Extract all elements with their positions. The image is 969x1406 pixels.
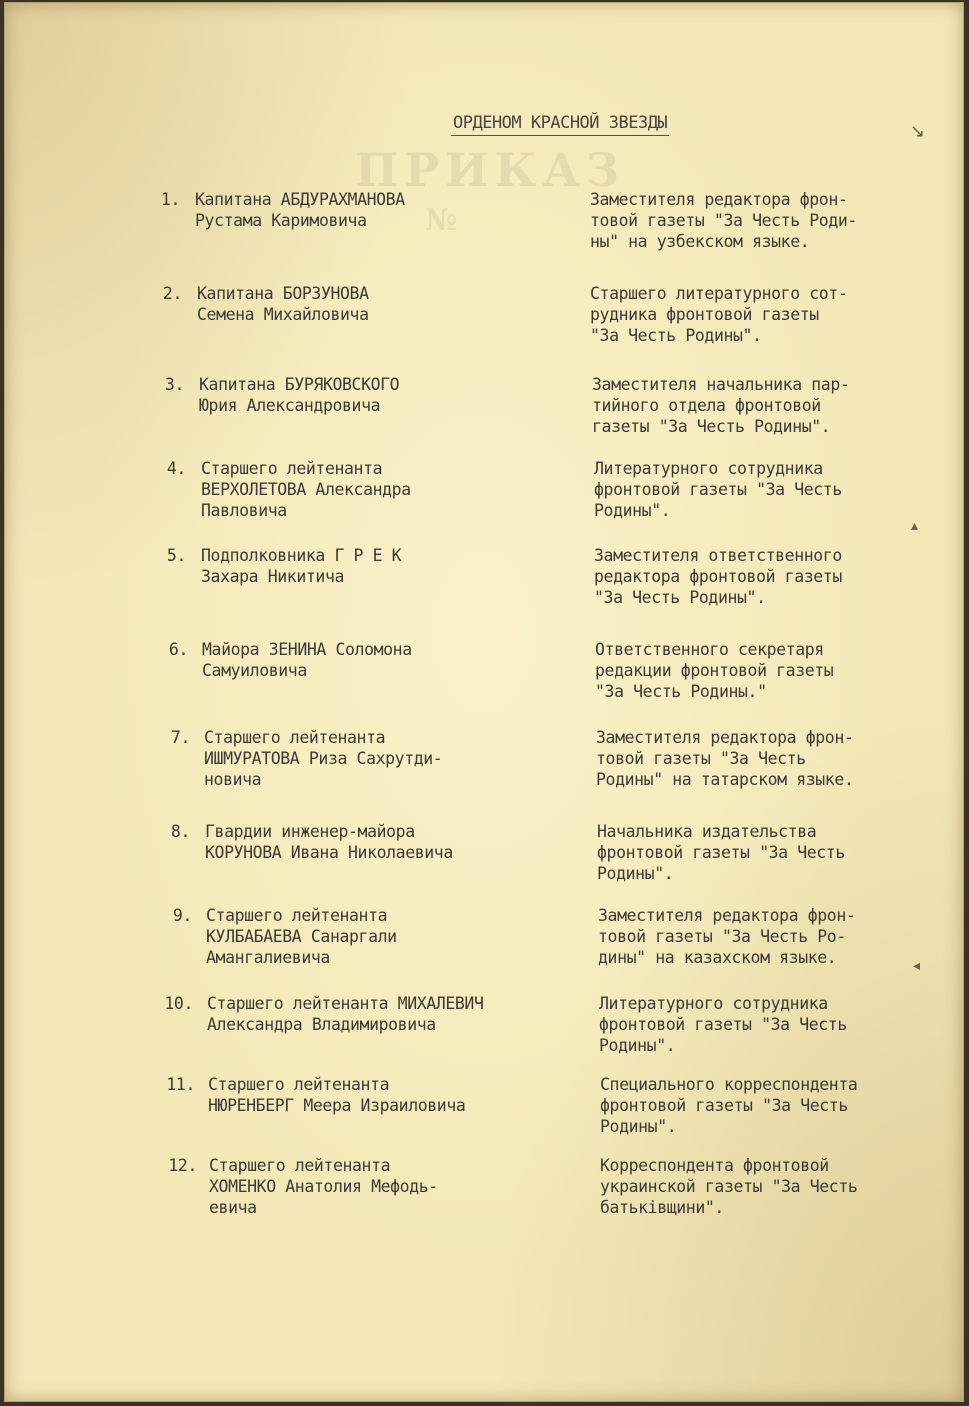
entry-name: Старшего лейтенанта ИШМУРАТОВА Риза Сахрутди- новича bbox=[204, 728, 443, 789]
pencil-mark: ▴ bbox=[911, 518, 919, 534]
entry-position: Заместителя начальника пар- тийного отдела фронтовой газеты "За Честь Родины". bbox=[592, 375, 850, 436]
entry-position: Литературного сотрудника фронтовой газеты "За Честь Родины". bbox=[594, 459, 842, 520]
entry-name: Старшего лейтенанта ХОМЕНКО Анатолия Мефодь- евича bbox=[209, 1156, 438, 1217]
pencil-mark: ◂ bbox=[913, 958, 921, 974]
entry-position: Заместителя ответственного редактора фронтовой газеты "За Честь Родины". bbox=[594, 546, 842, 607]
entry-number: 1. bbox=[160, 190, 180, 209]
entry-position: Заместителя редактора фрон- товой газеты "За Честь Ро- дины" на казахском языке. bbox=[598, 906, 856, 967]
entry-position: Корреспондента фронтовой украинской газеты "За Честь батьківщини". bbox=[600, 1156, 858, 1217]
entry-number: 5. bbox=[166, 546, 186, 565]
entry-name: Гвардии инженер-майора КОРУНОВА Ивана Николаевича bbox=[205, 822, 453, 862]
entry-number: 3. bbox=[164, 375, 184, 394]
bleed-through-stamp-line: № bbox=[425, 203, 464, 238]
entry-number: 2. bbox=[162, 284, 182, 303]
entry-name: Капитана БОРЗУНОВА Семена Михайловича bbox=[197, 284, 369, 324]
entry-name: Старшего лейтенанта ВЕРХОЛЕТОВА Александра Павловича bbox=[201, 459, 411, 520]
document-page bbox=[4, 2, 964, 1402]
entry-position: Ответственного секретаря редакции фронтовой газеты "За Честь Родины." bbox=[595, 640, 834, 701]
pencil-mark: ↘ bbox=[910, 121, 926, 142]
entry-number: 7. bbox=[170, 728, 190, 747]
bleed-through-stamp: ПРИКАЗ bbox=[355, 143, 625, 197]
entry-position: Начальника издательства фронтовой газеты "За Честь Родины". bbox=[597, 822, 845, 883]
entry-number: 11. bbox=[166, 1075, 195, 1094]
entry-number: 9. bbox=[172, 906, 192, 925]
entry-position: Заместителя редактора фрон- товой газеты "За Честь Роди- ны" на узбекском языке. bbox=[590, 190, 857, 251]
entry-position: Литературного сотрудника фронтовой газеты "За Честь Родины". bbox=[599, 994, 847, 1055]
entry-position: Специального корреспондента фронтовой газеты "За Честь Родины". bbox=[600, 1075, 858, 1136]
entry-position: Заместителя редактора фрон- товой газеты "За Честь Родины" на татарском языке. bbox=[596, 728, 854, 789]
entry-name: Старшего лейтенанта МИХАЛЕВИЧ Александра Владимировича bbox=[207, 994, 484, 1034]
entry-number: 6. bbox=[168, 640, 188, 659]
entry-name: Капитана АБДУРАХМАНОВА Рустама Каримовича bbox=[195, 190, 405, 230]
entry-number: 10. bbox=[164, 994, 193, 1013]
entry-number: 12. bbox=[168, 1156, 197, 1175]
entry-number: 4. bbox=[166, 459, 186, 478]
entry-name: Капитана БУРЯКОВСКОГО Юрия Александровича bbox=[199, 375, 400, 415]
entry-name: Подполковника Г Р Е К Захара Никитича bbox=[201, 546, 402, 586]
award-heading: ОРДЕНОМ КРАСНОЙ ЗВЕЗДЫ bbox=[451, 113, 669, 136]
entry-name: Старшего лейтенанта НЮРЕНБЕРГ Меера Израиловича bbox=[208, 1075, 466, 1115]
entry-name: Старшего лейтенанта КУЛБАБАЕВА Санаргали Амангалиевича bbox=[206, 906, 397, 967]
entry-position: Старшего литературного сот- рудника фронтовой газеты "За Честь Родины". bbox=[590, 284, 848, 345]
entry-name: Майора ЗЕНИНА Соломона Самуиловича bbox=[202, 640, 412, 680]
entry-number: 8. bbox=[170, 822, 190, 841]
